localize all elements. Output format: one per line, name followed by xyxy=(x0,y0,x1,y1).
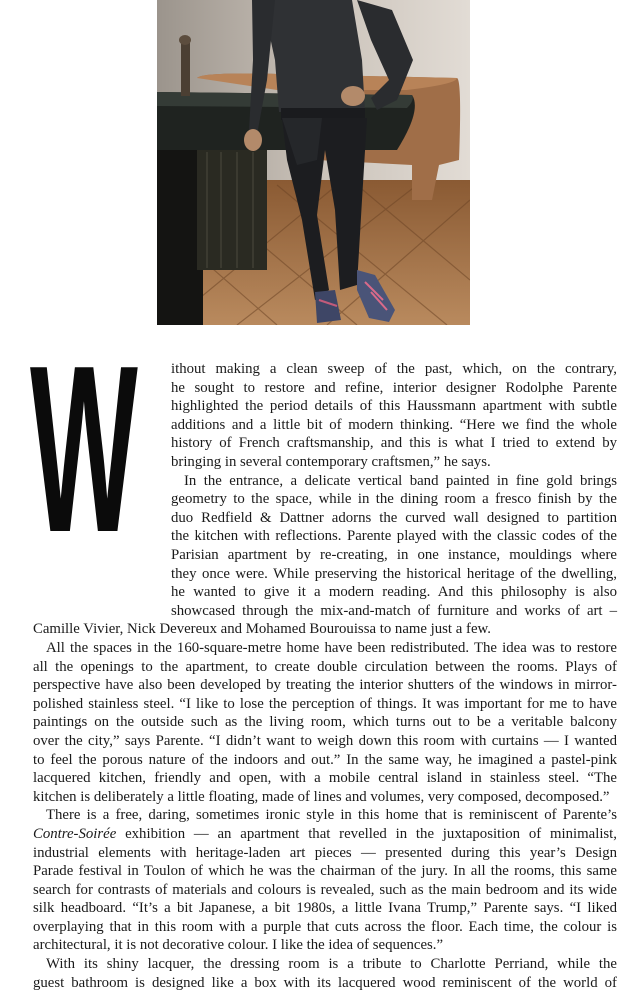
paragraph-line: search for contrasts of materials and colours is revealed, such as the main bedroom and its wide xyxy=(33,881,617,898)
paragraph-line: There is a free, daring, sometimes ironic style in this home that is reminiscent of Parente’s xyxy=(46,807,617,824)
paragraph-line: silk headboard. “It’s a bit Japanese, a bit 1980s, a little Ivana Trump,” Parente says. “I liked xyxy=(33,900,617,917)
paragraph-line: industrial elements with heritage-laden art pieces — presented during this year’s Design xyxy=(33,844,617,861)
paragraph-line: kitchen is deliberately a little floating, made of lines and volumes, very composed, decomposed.” xyxy=(33,788,610,805)
paragraph-line: they once were. While preserving the historical heritage of the dwelling, xyxy=(171,565,617,582)
paragraph-line: polished stainless steel. “I like to lose the perception of things. It was important for me to have xyxy=(33,695,617,712)
portrait-photo xyxy=(157,0,470,325)
article-paragraph-1 xyxy=(171,360,617,472)
paragraph-line: lacquered kitchen, friendly and open, with a mobile central island in stainless steel. “The xyxy=(33,770,617,787)
paragraph-line: guest bathroom is designed like a box with its lacquered wood reminiscent of the world of xyxy=(33,974,617,991)
paragraph-line: he wanted to give it a modern reading. And this philosophy is also xyxy=(171,584,617,601)
paragraph-line: he sought to restore and refine, interior designer Rodolphe Parente xyxy=(171,379,617,396)
paragraph-line: duo Redfield & Dattner adorns the curved wall designed to partition xyxy=(171,509,617,526)
paragraph-line: Parade festival in Toulon of which he was the chairman of the jury. In all the rooms, this same xyxy=(33,863,617,880)
paragraph-line: all the openings to the apartment, to create double circulation between the rooms. Plays of xyxy=(33,658,617,675)
article-body-wide xyxy=(33,620,617,992)
paragraph-line: perspective have also been developed by treating the interior shutters of the windows in mirror- xyxy=(33,677,617,694)
paragraph-line: overplaying that in this room with a purple that cuts across the floor. Each time, the colour is xyxy=(33,918,617,935)
paragraph-line: bringing in several contemporary craftsmen,” he says. xyxy=(171,453,491,470)
article-paragraph-2 xyxy=(171,472,617,621)
exhibition-title: Contre-Soirée xyxy=(33,825,117,842)
paragraph-line: additions and a little bit of modern thinking. “Here we find the whole xyxy=(171,416,617,433)
drop-cap-letter: W xyxy=(30,317,137,582)
paragraph-line: history of French craftsmanship, and this is what I tried to extend by xyxy=(171,435,617,452)
paragraph-line: Parisian apartment by re-creating, in one instance, mouldings where xyxy=(171,546,617,563)
paragraph-line: geometry to the space, while in the dining room a fresco finish by the xyxy=(171,491,617,508)
paragraph-line: highlighted the period details of this Haussmann apartment with subtle xyxy=(171,398,617,415)
paragraph-line: With its shiny lacquer, the dressing room is a tribute to Charlotte Perriand, while the xyxy=(46,956,617,973)
paragraph-line: All the spaces in the 160-square-metre home have been redistributed. The idea was to restore xyxy=(46,639,617,656)
paragraph-line: over the city,” says Parente. “I didn’t want to weigh down this room with curtains — I wanted xyxy=(33,732,617,749)
paragraph-line: architectural, it is not decorative colour. I like the idea of sequences.” xyxy=(33,937,444,954)
paragraph-line-rest: exhibition — an apartment that revelled in the juxtaposition of minimalist, xyxy=(116,825,617,842)
portrait-photo-illustration xyxy=(157,0,470,325)
paragraph-line: Camille Vivier, Nick Devereux and Mohamed Bourouissa to name just a few. xyxy=(33,621,491,638)
paragraph-line: In the entrance, a delicate vertical band painted in fine gold brings xyxy=(184,472,617,489)
paragraph-line xyxy=(33,825,617,844)
paragraph-line: the kitchen with reflections. Parente played with the classic codes of the xyxy=(171,528,617,545)
paragraph-line: to feel the porous nature of the indoors and out.” In the same way, he imagined a pastel-pink xyxy=(33,751,617,768)
paragraph-line: showcased through the mix-and-match of furniture and works of art – xyxy=(171,602,617,619)
paragraph-line: ithout making a clean sweep of the past, which, on the contrary, xyxy=(171,361,617,377)
paragraph-line: paintings on the outside such as the living room, which turns out to be a veritable balcony xyxy=(33,714,617,731)
